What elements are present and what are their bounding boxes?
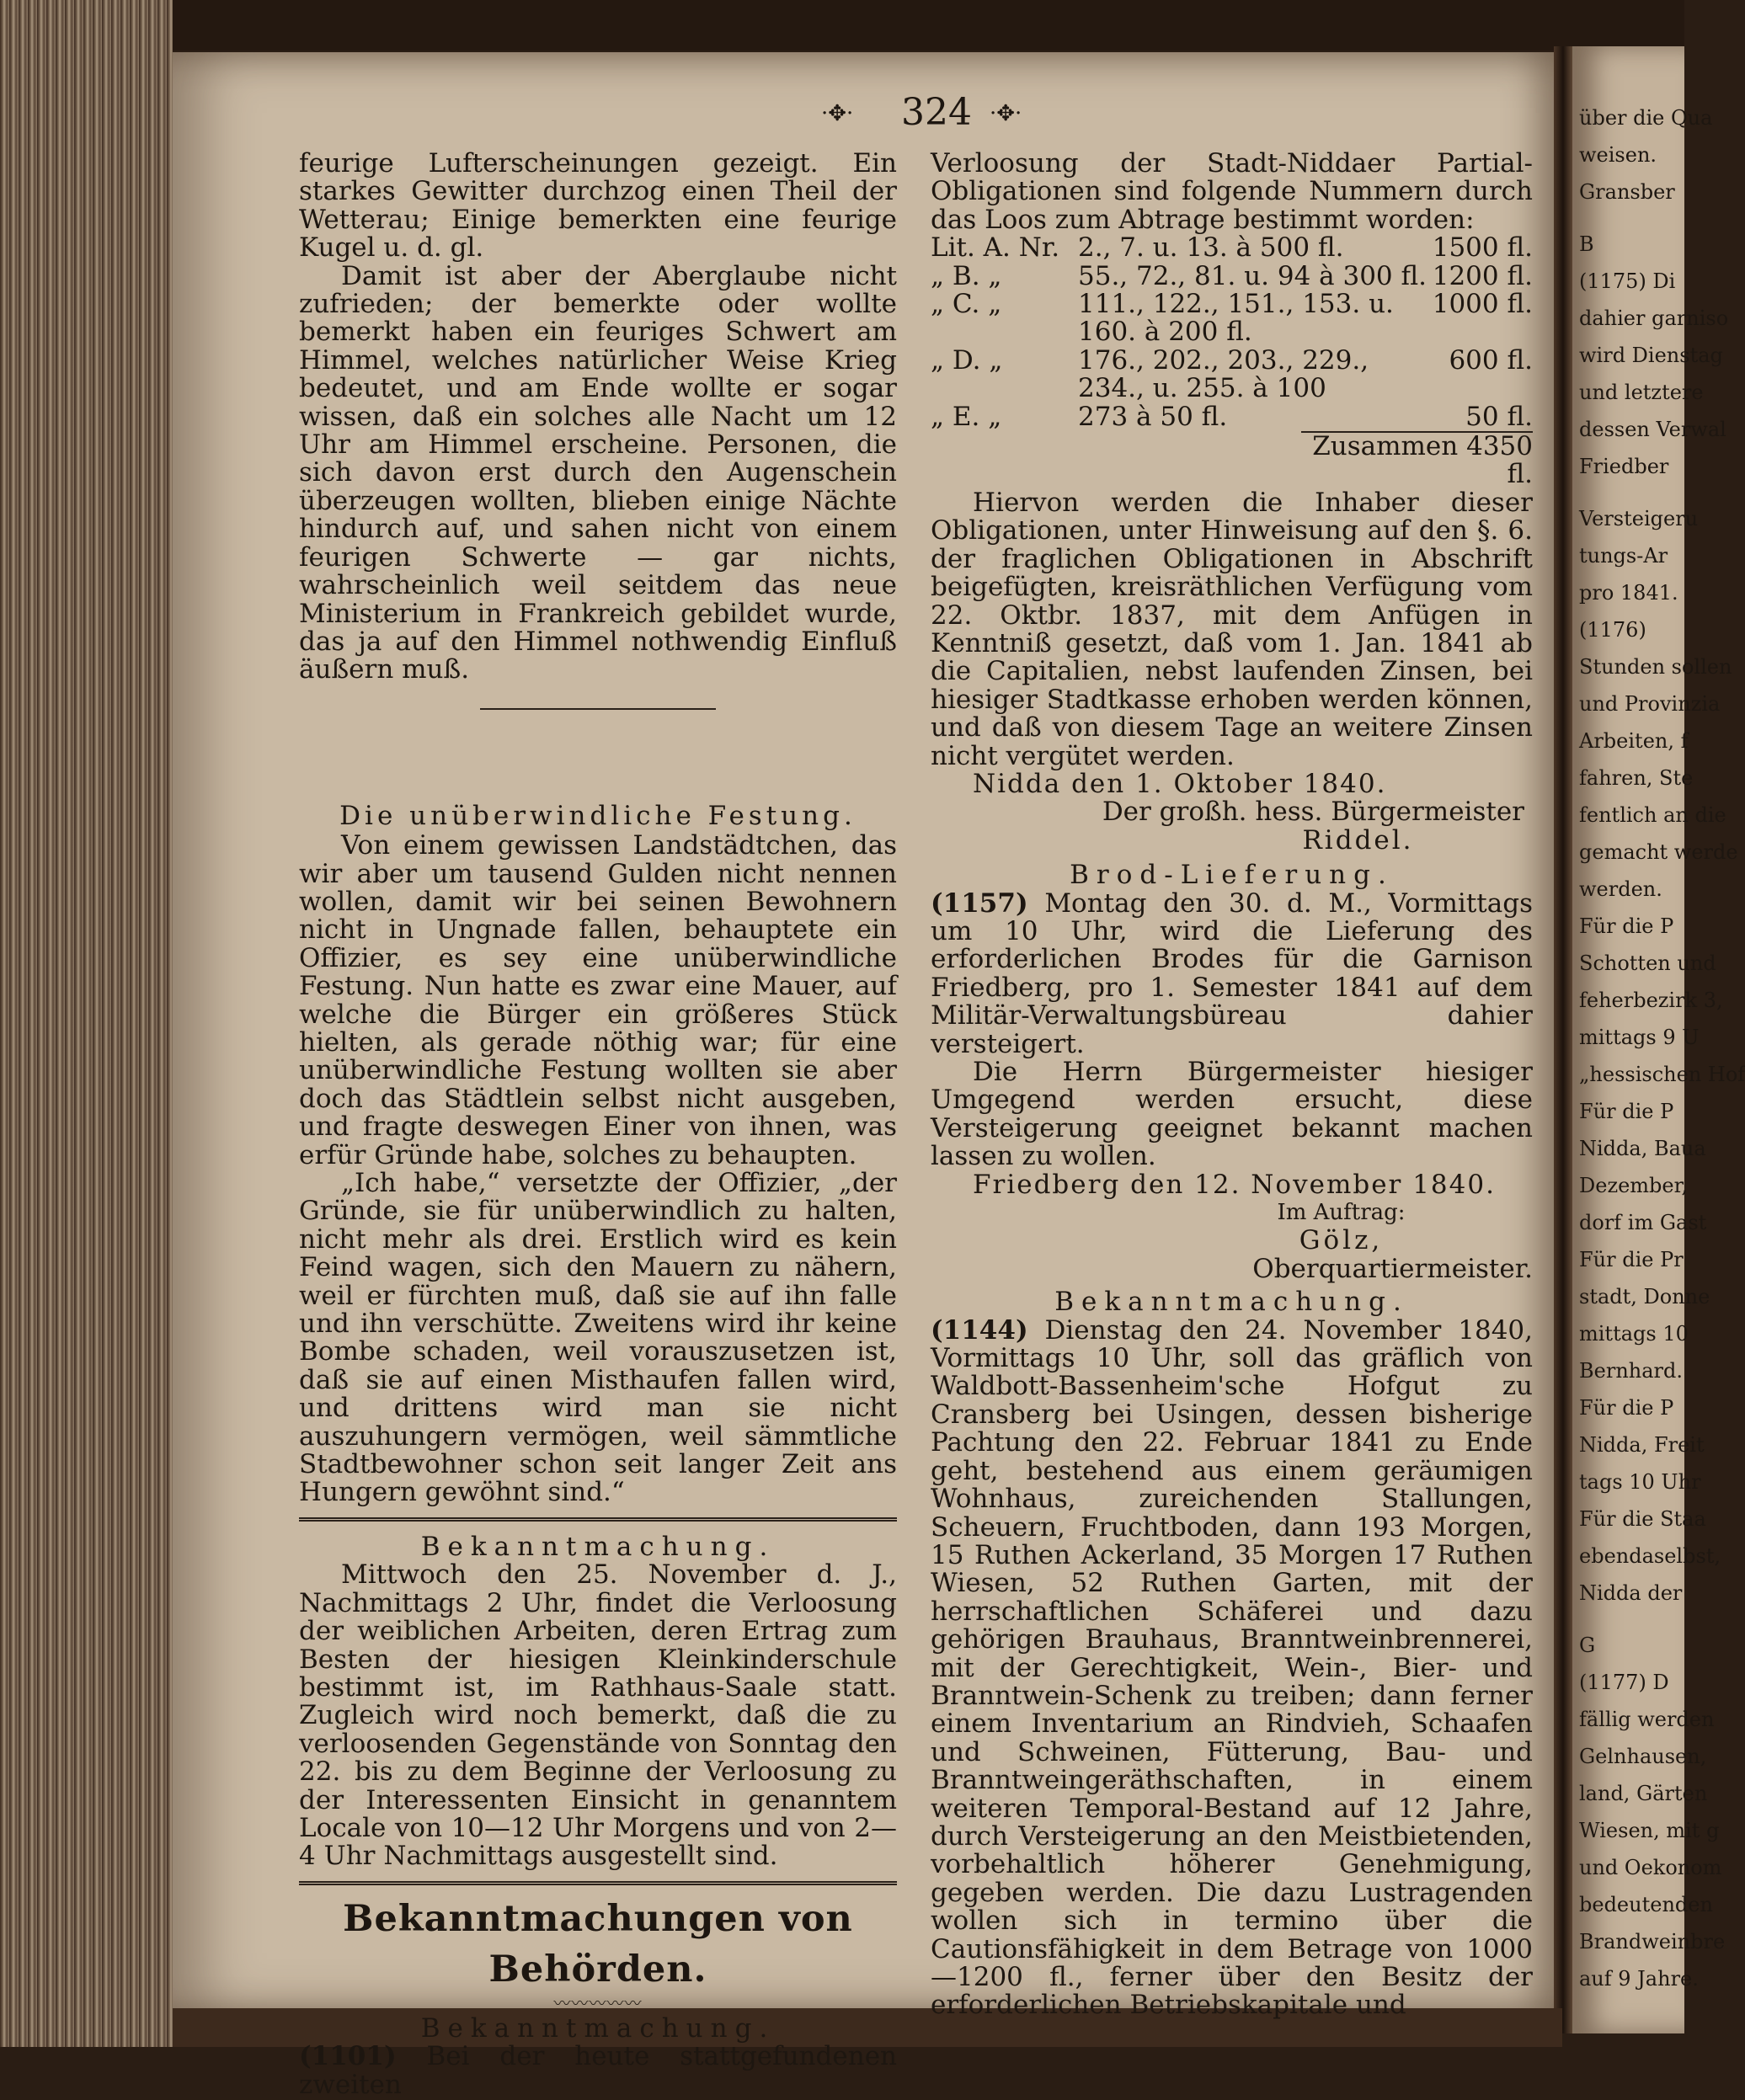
next-page-line: Schotten und [1579, 951, 1716, 975]
lots-row [931, 234, 1533, 262]
next-page-line: Nidda, Baua [1579, 1137, 1706, 1160]
next-page-line: land, Gärten [1579, 1782, 1708, 1805]
next-page-line: dahier garniso [1579, 306, 1729, 330]
lots-cell-numbers: 2., 7. u. 13. à 500 fl. [1078, 232, 1344, 264]
lots-table [931, 234, 1533, 431]
next-page-line: über die Qua [1579, 106, 1713, 130]
next-page-line: (1176) [1579, 618, 1646, 642]
lots-row [931, 290, 1533, 347]
lots-cell-amount: 1000 fl. [1432, 289, 1533, 320]
section-title: Bekanntmachungen von Behörden. [343, 1897, 853, 1991]
next-page-line: dessen Verwal [1579, 418, 1726, 441]
story-paragraph-2: „Ich habe,“ versetzte der Offizier, „der Gründe, sie für unüberwindlich zu halten, nicht mehr als drei. Erstlich wird es kein Feind wagen, sich den Mauern zu nähern, weil er fürchten muß, daß sie auf ihn falle und ihn verschütte. Zweitens wird ihr keine Bombe schaden, weil vorauszusetzen ist, daß sie auf einen Misthaufen fallen wird, und drittens wird man sie nicht auszuhungern vermögen, weil sämmtliche Stadtbewohner schon seit langer Zeit ans Hungern gewöhnt sind.“ [299, 1168, 897, 1508]
next-page-line: und letztere [1579, 381, 1704, 404]
lots-cell-amount: 1200 fl. [1432, 260, 1533, 291]
next-page-line: feherbezirk 3, [1579, 989, 1723, 1012]
next-page-line: und Oekonom [1579, 1856, 1722, 1879]
notice-number: (1157) [931, 887, 1028, 919]
next-page-line: Nidda der [1579, 1581, 1683, 1605]
next-page-line: pro 1841. [1579, 581, 1678, 605]
page-ornament-left: ·✥· [821, 101, 854, 126]
next-page-line: ebendaselbst, [1579, 1544, 1721, 1568]
page-number: 324 [901, 91, 972, 134]
next-page-line: fahren, Ste [1579, 766, 1694, 790]
lots-signature-title: Der großh. hess. Bürgermeister [1102, 797, 1524, 828]
next-page-line: Bernhard. [1579, 1359, 1683, 1383]
lots-cell-numbers: 111., 122., 151., 153. u. 160. à 200 fl. [1078, 289, 1394, 348]
next-page-line: dorf im Gast [1579, 1211, 1707, 1234]
lots-row [931, 347, 1533, 403]
next-page-line: G [1579, 1634, 1596, 1657]
next-page-line: Für die Pr [1579, 1248, 1684, 1271]
lots-cell-prefix: „ C. „ [931, 289, 1002, 320]
lots-cell-amount: 1500 fl. [1432, 232, 1533, 264]
lots-text: Hiervon werden die Inhaber dieser Obligationen, unter Hinweisung auf den §. 6. der fraglichen Obligationen in Abschrift beigefügten, kreisräthlichen Verfügung vom 22. Oktbr. 1837, mit dem Anfügen in Kenntniß gesetzt, daß vom 1. Jan. 1841 ab die Capitalien, nebst laufenden Zinsen, bei hiesiger Stadtkasse erhoben werden können, und daß von diesem Tage an weitere Zinsen nicht vergütet werden. [931, 487, 1533, 771]
lots-signature-name: Riddel. [1302, 824, 1414, 855]
next-page-line: gemacht werde [1579, 840, 1738, 864]
next-page-line: Brandweinbre [1579, 1930, 1726, 1953]
notice-text: Montag den 30. d. M., Vormittags um 10 Uhr, wird die Lieferung des erforderlichen Brodes für die Garnison Friedberg, pro 1. Semester 1841 auf dem Militär-Verwaltungsbüreau dahier versteigert. [931, 887, 1533, 1059]
next-page-line: fentlich an die [1579, 803, 1726, 827]
next-page-line: bedeutenden [1579, 1893, 1713, 1916]
next-page-line: wird Dienstag [1579, 344, 1723, 367]
next-page-line: werden. [1579, 877, 1662, 901]
notice-text: Mittwoch den 25. November d. J., Nachmittags 2 Uhr, findet die Verloosung der weiblichen Arbeiten, deren Ertrag zum Besten der hiesigen Kleinkinderschule bestimmt ist, im Rathhaus-Saale statt. Zugleich wird noch bemerkt, daß die zu verloosenden Gegenstände von Sonntag den 22. bis zu dem Beginne der Verloosung zu der Interessenten Einsicht in genanntem Locale von 10—12 Uhr Morgens und von 2— 4 Uhr Nachmittags ausgestellt sind. [299, 1559, 897, 1872]
next-page-line: Für die P [1579, 914, 1674, 938]
right-column [931, 150, 1533, 2020]
notice-title: Brod-Lieferung. [1070, 860, 1394, 891]
next-page-line: Dezember, [1579, 1174, 1689, 1197]
next-page-line: auf 9 Jahre. [1579, 1967, 1699, 1991]
signature-title: Oberquartiermeister. [1252, 1253, 1533, 1284]
next-page-line: Arbeiten, f [1579, 729, 1689, 753]
next-page-line: Friedber [1579, 455, 1669, 478]
next-page-line: stadt, Donne [1579, 1285, 1710, 1309]
next-page-line: Für die Staa [1579, 1507, 1706, 1531]
lots-row [931, 263, 1533, 290]
lots-cell-prefix: „ D. „ [931, 344, 1003, 376]
notice-text: Dienstag den 24. November 1840, Vormittags 10 Uhr, soll das gräflich von Waldbott-Bassenheim'sche Hofgut zu Cransberg bei Usingen, dessen bisherige Pachtung den 22. Februar 1841 zu Ende geht, bestehend aus einem geräumigen Wohnhaus, zureichenden Stallungen, Scheuern, Fruchtboden, dann 193 Morgen, 15 Ruthen Ackerland, 35 Morgen 17 Ruthen Wiesen, 52 Ruthen Garten, mit der herrschaftlichen Schäferei und dazu gehörigen Brauhaus, Branntweinbrennerei, mit der Gerechtigkeit, Wein-, Bier- und Branntwein-Schenk zu treiben; dann ferner einem Inventarium an Rindvieh, Schaafen und Schweinen, Fütterung, Bau- und Branntweingeräthschaften, in einem weiteren Temporal-Bestand auf 12 Jahre, durch Versteigerung an den Meistbietenden, vorbehaltlich höherer Genehmigung, gegeben werden. Die dazu Lustragenden wollen sich in termino über die Cautionsfähigkeit in dem Betrage von 1000—1200 fl., ferner über den Besitz der erforderlichen Betriebskapitale und [931, 1314, 1533, 2021]
notice-text-2: Die Herrn Bürgermeister hiesiger Umgegend werden ersucht, diese Versteigerung geeignet bekannt machen lassen zu wollen. [931, 1057, 1533, 1172]
lots-cell-numbers: 55., 72., 81. u. 94 à 300 fl. [1078, 260, 1427, 291]
next-page-line: tags 10 Uhr [1579, 1470, 1701, 1494]
page-ornament-right: ·✥· [990, 101, 1022, 126]
lots-intro: Verloosung der Stadt-Niddaer Partial-Obligationen sind folgende Nummern durch das Loos zum Abtrage bestimmt worden: [931, 148, 1533, 235]
next-page-line: B [1579, 232, 1594, 256]
story-paragraph: Von einem gewissen Landstädtchen, das wir aber um tausend Gulden nicht nennen wollen, damit wir bei seinen Bewohnern nicht in Ungnade fallen, behauptete ein Offizier, es sey eine unüberwindliche Festung. Nun hatte es zwar eine Mauer, auf welche die Bürger ein größeres Stück hielten, als gerade nöthig war; für eine unüberwindliche Festung wollten sie aber doch das Städtlein selbst nicht ausgeben, und fragte deswegen Einer von ihnen, was erfür Gründe habe, solches zu behaupten. [299, 830, 897, 1170]
notice-place: Friedberg den 12. November 1840. [973, 1169, 1496, 1200]
book-gutter [1554, 46, 1572, 2033]
double-rule [299, 1517, 897, 1522]
signature-line: Im Auftrag: [1277, 1200, 1406, 1226]
next-page-line: weisen. [1579, 143, 1657, 167]
superstition-paragraph: Damit ist aber der Aberglaube nicht zufrieden; der bemerkte oder wollte bemerkt haben ein feuriges Schwert am Himmel, welches natürlicher Weise Krieg bedeutet, und am Ende wollte er sogar wissen, daß ein solches alle Nacht um 12 Uhr am Himmel erscheine. Personen, die sich davon erst durch den Augenschein überzeugen wollten, blieben einige Nächte hindurch auf, und sahen nicht von einem feurigen Schwerte — gar nichts, wahrscheinlich weil seitdem das neue Ministerium in Frankreich gebildet wurde, das ja auf den Himmel nothwendig Einfluß äußern muß. [299, 260, 897, 685]
story-title: Die unüberwindliche Festung. [339, 800, 856, 831]
lots-cell-numbers: 273 à 50 fl. [1078, 401, 1228, 432]
section-ornament: 〰〰〰〰〰 [553, 1992, 643, 2013]
next-page-line: (1175) Di [1579, 269, 1676, 293]
next-page-line: und Provinzia [1579, 692, 1721, 716]
notice-title: Bekanntmachung. [420, 2012, 776, 2044]
notice-text: Bei der heute stattgefundenen zweiten [299, 2041, 897, 2100]
left-column [299, 150, 897, 2099]
next-page-line: tungs-Ar [1579, 544, 1668, 568]
next-page-line: fällig werden [1579, 1708, 1715, 1731]
lots-place: Nidda den 1. Oktober 1840. [973, 768, 1387, 799]
signature-name: Gölz, [1299, 1225, 1384, 1256]
next-page-line: Nidda, Freit [1579, 1433, 1705, 1457]
lots-cell-prefix: Lit. A. Nr. [931, 232, 1060, 264]
notice-title: Bekanntmachung. [420, 1531, 776, 1562]
next-page-line: (1177) D [1579, 1671, 1669, 1694]
lots-cell-prefix: „ B. „ [931, 260, 1002, 291]
next-page-line: Gransber [1579, 180, 1675, 204]
next-page-line: mittags 10 [1579, 1322, 1689, 1346]
intro-paragraph: feurige Lufterscheinungen gezeigt. Ein starkes Gewitter durchzog einen Theil der Wetterau; Einige bemerkten eine feurige Kugel u. d. gl. [299, 148, 897, 264]
next-page-line: Für die P [1579, 1100, 1674, 1123]
lots-cell-amount: 600 fl. [1449, 344, 1533, 376]
lots-cell-prefix: „ E. „ [931, 401, 1002, 432]
next-page-line: Versteigeru [1579, 507, 1699, 530]
next-page-strip [1572, 46, 1745, 2033]
book-cover-top [0, 0, 1684, 51]
next-page-line: Wiesen, mit g [1579, 1819, 1720, 1842]
lots-row [931, 403, 1533, 431]
lots-cell-numbers: 176., 202., 203., 229., 234., u. 255. à 100 [1078, 344, 1369, 404]
lots-cell-amount: 50 fl. [1465, 401, 1533, 432]
next-page-line: Stunden sollen [1579, 655, 1732, 679]
notice-number: (1101) [299, 2041, 397, 2072]
double-rule [299, 1881, 897, 1885]
lots-total: Zusammen 4350 fl. [1301, 431, 1533, 489]
notice-number: (1144) [931, 1314, 1028, 1346]
divider [480, 708, 716, 710]
next-page-line: Für die P [1579, 1396, 1674, 1420]
page-edges-left [0, 0, 173, 2047]
notice-title: Bekanntmachung. [1054, 1287, 1409, 1318]
next-page-line: „hessischen Hof [1579, 1063, 1745, 1086]
next-page-line: mittags 9 U [1579, 1026, 1700, 1049]
next-page-line: Gelnhausen, [1579, 1745, 1707, 1768]
